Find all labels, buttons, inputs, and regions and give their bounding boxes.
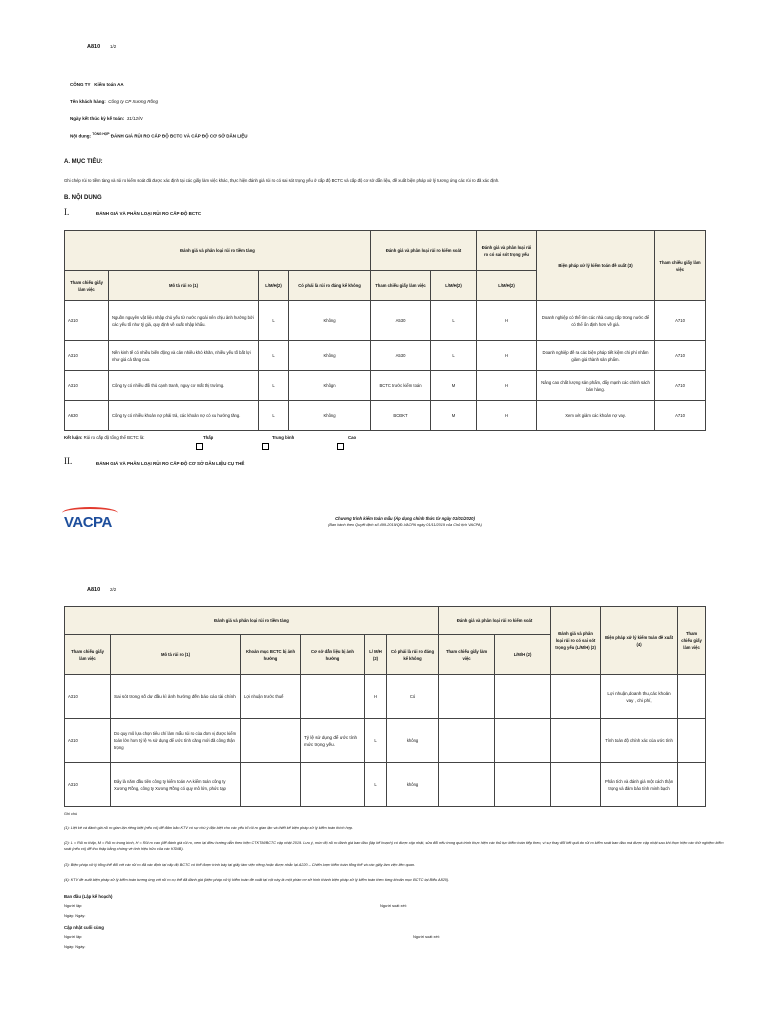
cell-response: Tính toán độ chính xác của ước tính bbox=[601, 719, 678, 763]
date-label-2: Ngày: Ngày: bbox=[64, 944, 86, 949]
cell-material bbox=[551, 763, 601, 807]
preparer-label: Người lập: bbox=[64, 903, 83, 908]
cell-ref3: A710 bbox=[655, 301, 706, 341]
content-sub: TỔNG HỢP bbox=[92, 132, 110, 136]
cell-control: M bbox=[431, 371, 477, 401]
t2-col-ref: Tham chiếu giấy làm việc bbox=[65, 635, 111, 675]
doc-code: A810 bbox=[87, 44, 101, 50]
cell-control bbox=[495, 675, 551, 719]
section-a-title: A. MỤC TIÊU: bbox=[64, 159, 103, 165]
cell-ref3 bbox=[678, 719, 706, 763]
cell-lmh: L bbox=[259, 301, 289, 341]
cell-ref: A310 bbox=[65, 763, 111, 807]
table-row bbox=[65, 719, 706, 763]
cell-material: H bbox=[477, 341, 537, 371]
risk-table-fs-level bbox=[64, 230, 706, 431]
cell-ref2: A530 bbox=[371, 341, 431, 371]
t1-col-desc: Mô tả rủi ro (1) bbox=[109, 271, 259, 301]
cell-lmh: L bbox=[259, 371, 289, 401]
conclusion-label: Kết luận: bbox=[64, 435, 83, 440]
part1-title: ĐÁNH GIÁ VÀ PHÂN LOẠI RỦI RO CẤP ĐỘ BCTC bbox=[96, 211, 202, 216]
cell-material bbox=[551, 719, 601, 763]
cell-control bbox=[495, 763, 551, 807]
cell-ref3 bbox=[678, 763, 706, 807]
t2-col-item: Khoản mục BCTC bị ảnh hưởng bbox=[241, 635, 301, 675]
note-4: (4): KTV đề xuất biện pháp xử lý kiểm toán tương ứng với rủi ro cụ thể đã đánh giá (biện pháp xử lý kiểm toán đề xuất tại cột này là một phần cơ sở hình thành biện pháp xử lý kiểm toán theo từng khoản mục BCTC tại Biểu A820). bbox=[64, 878, 450, 882]
client-label: Tên khách hàng: bbox=[70, 99, 106, 104]
t1-col-lmh: L/M/H(2) bbox=[259, 271, 289, 301]
notes-title: Ghi chú bbox=[64, 812, 78, 816]
cell-material bbox=[551, 675, 601, 719]
program-subtitle: (Ban hành theo Quyết định số 499-2019/QĐ-VACPA ngày 01/11/2019 của Chủ tịch VACPA) bbox=[328, 523, 482, 527]
company-value: Kiểm toán AA bbox=[94, 82, 124, 87]
program-title: Chương trình kiểm toán mẫu (Áp dụng chính thức từ ngày 01/01/2020) bbox=[335, 516, 475, 521]
cell-ref3: A710 bbox=[655, 341, 706, 371]
cell-ref2 bbox=[439, 763, 495, 807]
signoff-final-title: Cập nhật cuối cùng bbox=[64, 925, 104, 930]
level-low-label: Thấp bbox=[203, 435, 214, 440]
t1-col-lmh2: L/M/H(2) bbox=[431, 271, 477, 301]
content-line bbox=[70, 132, 248, 139]
cell-lmh: L bbox=[259, 401, 289, 431]
period-line bbox=[70, 116, 143, 121]
table-row bbox=[65, 401, 706, 431]
cell-ref2 bbox=[439, 719, 495, 763]
cell-ref2: BCĐKT bbox=[371, 401, 431, 431]
cell-significant: không bbox=[387, 763, 439, 807]
cell-assertion bbox=[301, 763, 365, 807]
t1-header-response: Biện pháp xử lý kiểm toán đề xuất (3) bbox=[537, 231, 655, 301]
table-row bbox=[65, 763, 706, 807]
t1-col-ref: Tham chiếu giấy làm việc bbox=[65, 271, 109, 301]
note-3: (3): Biện pháp xử lý tổng thể đối với các rủi ro đã xác định tại cấp độ BCTC có thể được trình bày tại giấy làm việc riêng hoặc được nhắc lại A220 – Chiến lược kiểm toán tổng thể và các giấy làm việc liên quan. bbox=[64, 863, 416, 867]
t2-header-response: Biện pháp xử lý kiểm toán đề xuất (4) bbox=[601, 607, 678, 675]
t2-header-material: Đánh giá và phân loại rủi ro có sai sót trọng yếu (L/M/H) (2) bbox=[551, 607, 601, 675]
t2-col-assertion: Cơ sở dẫn liệu bị ảnh hưởng bbox=[301, 635, 365, 675]
t1-header-inherent: Đánh giá và phân loại rủi ro tiềm tàng bbox=[65, 231, 371, 271]
cell-response: Phân tích và đánh giá một cách thận trọng và đảm bảo tính minh bạch bbox=[601, 763, 678, 807]
signoff-initial-title: Ban đầu (Lập kế hoạch) bbox=[64, 894, 113, 899]
cell-control: L bbox=[431, 301, 477, 341]
reviewer-label-2: Người soát xét: bbox=[413, 934, 440, 939]
doc-code-2: A810 bbox=[87, 587, 101, 593]
table-row bbox=[65, 301, 706, 341]
t1-header-control: Đánh giá và phân loại rủi ro kiểm soát bbox=[371, 231, 477, 271]
cell-response: Doanh nghiệp đề ra các biện pháp tiết kiệm chi phí nhằm giảm giá thành sản phẩm. bbox=[537, 341, 655, 371]
cell-response: Lợi nhuận,doanh thu,các khoản vay , chi phí, bbox=[601, 675, 678, 719]
t2-col-ref2: Tham chiếu giấy làm việc bbox=[439, 635, 495, 675]
cell-ref2: BCTC trước kiểm toán bbox=[371, 371, 431, 401]
cell-ref3: A710 bbox=[655, 401, 706, 431]
objective-text: Ghi chép rủi ro tiềm tàng và rủi ro kiểm soát đã được xác định tại các giấy làm việc khác, thực hiện đánh giá rủi ro có sai sót trọng yếu ở cấp độ BCTC và cấp độ cơ sở dẫn liệu, đề xuất biện pháp xử lý tương ứng các rủi ro đã xác định. bbox=[64, 178, 500, 183]
cell-assertion bbox=[301, 675, 365, 719]
page-number: 1/2 bbox=[110, 44, 117, 49]
table-row bbox=[65, 341, 706, 371]
cell-ref3: A710 bbox=[655, 371, 706, 401]
cell-desc: Sai sót trong số dư đầu kì ảnh hưởng đến báo cáo tài chính bbox=[111, 675, 241, 719]
cell-desc: Nguồn nguyên vật liệu nhập chủ yếu từ nước ngoài nên chịu ảnh hưởng bởi các yếu tố như tỷ giá, quy định về xuất nhập khẩu. bbox=[109, 301, 259, 341]
content-value: ĐÁNH GIÁ RỦI RO CẤP ĐỘ BCTC VÀ CẤP ĐỘ CƠ SỞ DẪN LIỆU bbox=[110, 133, 248, 139]
cell-desc: Công ty có nhiều đối thủ cạnh tranh, nguy cơ mất thị trường. bbox=[109, 371, 259, 401]
cell-significant: Không bbox=[289, 401, 371, 431]
logo-text: VACPA bbox=[64, 514, 112, 531]
t2-col-desc: Mô tả rủi ro (1) bbox=[111, 635, 241, 675]
cell-item bbox=[241, 763, 301, 807]
cell-significant: không bbox=[387, 719, 439, 763]
cell-ref: A310 bbox=[65, 371, 109, 401]
cell-desc: Đây là năm đầu tiên công ty kiểm toán AA kiểm toán công ty Xương Rồng, công ty Xương Rồng có quy mô lớn, phức tạp bbox=[111, 763, 241, 807]
level-high-checkbox[interactable] bbox=[337, 443, 344, 452]
cell-control bbox=[495, 719, 551, 763]
t2-header-ref: Tham chiếu giấy làm việc bbox=[678, 607, 706, 675]
client-line bbox=[70, 99, 158, 104]
cell-control: L bbox=[431, 341, 477, 371]
period-value: 31/12/N bbox=[126, 116, 143, 121]
cell-lmh: L bbox=[365, 763, 387, 807]
cell-significant: Không bbox=[289, 301, 371, 341]
risk-table-assertion-level bbox=[64, 606, 706, 807]
t2-header-inherent: Đánh giá và phân loại rủi ro tiềm tàng bbox=[65, 607, 439, 635]
t1-header-material: Đánh giá và phân loại rủi ro có sai sót trọng yếu bbox=[477, 231, 537, 271]
level-low-checkbox[interactable] bbox=[196, 443, 203, 452]
cell-item bbox=[241, 719, 301, 763]
company-line bbox=[70, 82, 124, 87]
cell-lmh: L bbox=[365, 719, 387, 763]
part2-title: ĐÁNH GIÁ VÀ PHÂN LOẠI RỦI RO CẤP ĐỘ CƠ SỞ DẪN LIỆU CỤ THỂ bbox=[96, 461, 245, 466]
cell-ref: A310 bbox=[65, 301, 109, 341]
cell-assertion: Tỷ lệ sử dụng để ước tính mức trọng yếu. bbox=[301, 719, 365, 763]
t2-col-significant: Có phải là rủi ro đáng kể không bbox=[387, 635, 439, 675]
client-value: Công ty CP Xương Rồng bbox=[108, 99, 158, 104]
cell-material: H bbox=[477, 301, 537, 341]
cell-ref: A310 bbox=[65, 719, 111, 763]
level-high-label: Cao bbox=[348, 435, 357, 440]
level-mid-label: Trung bình bbox=[272, 435, 295, 440]
t1-col-lmh3: L/M/H(2) bbox=[477, 271, 537, 301]
t2-col-lmh2: L/M/H (2) bbox=[495, 635, 551, 675]
cell-desc: Công ty có nhiều khoản nợ phải trả, các khoản nợ có xu hướng tăng. bbox=[109, 401, 259, 431]
cell-ref: A310 bbox=[65, 675, 111, 719]
conclusion-text: Rủi ro cấp độ tổng thể BCTC là: bbox=[83, 435, 145, 440]
cell-control: M bbox=[431, 401, 477, 431]
cell-ref: A310 bbox=[65, 341, 109, 371]
cell-desc: Nền kinh tế có nhiều biến động và cản nhiều khó khăn, nhiều yếu tố bất lợi như giá cả tăng cao. bbox=[109, 341, 259, 371]
cell-ref2 bbox=[439, 675, 495, 719]
cell-significant: Không bbox=[289, 341, 371, 371]
table-row bbox=[65, 371, 706, 401]
note-1: (1): Liệt kê và đánh giá rủi ro gian lận riêng biệt (nếu có) để đảm bảo KTV có sự chú ý đặc biệt cho các yếu tố rủi ro gian lận và thiết kế biện pháp xử lý kiểm toán thích hợp. bbox=[64, 826, 354, 830]
level-mid-checkbox[interactable] bbox=[262, 443, 269, 452]
cell-response: Nâng cao chất lượng sản phẩm, đẩy mạnh các chính sách bán hàng. bbox=[537, 371, 655, 401]
page-number-2: 2/2 bbox=[110, 587, 117, 592]
table-row bbox=[65, 675, 706, 719]
cell-material: H bbox=[477, 401, 537, 431]
cell-significant: Khôgn bbox=[289, 371, 371, 401]
cell-lmh: L bbox=[259, 341, 289, 371]
preparer-label-2: Người lập: bbox=[64, 934, 83, 939]
cell-significant: Có bbox=[387, 675, 439, 719]
content-label: Nội dung: bbox=[70, 133, 91, 139]
cell-material: H bbox=[477, 371, 537, 401]
note-2: (2): L = Rủi ro thấp, M = Rủi ro trung bình, H = Rủi ro cao (để đánh giá rủi ro, xem lại điều hướng dẫn theo hiện CTKTM/BCTC cập nhật 2019. Lưu ý, mức độ rủi ro đánh giá ban đầu (lập kế hoạch) có được cập nhật, sửa đổi nếu trong quá trình thực hiện các thủ tục kiểm toán tiếp theo, vì sự thay đổi kết quả do rủi ro kiểm soát ban đầu mà được cập nhật sau khi thực hiện các thử nghiệm kiểm soát (nếu có) để thu thập bằng chứng về tính hiệu hữu của các KSNB). bbox=[64, 841, 724, 851]
t1-header-ref: Tham chiếu giấy làm việc bbox=[655, 231, 706, 301]
cell-lmh: H bbox=[365, 675, 387, 719]
part1-number: I. bbox=[64, 207, 70, 217]
part2-number: II. bbox=[64, 456, 73, 466]
t2-header-control: Đánh giá và phân loại rủi ro kiểm soát bbox=[439, 607, 551, 635]
cell-item: Lợi nhuận trước thuế bbox=[241, 675, 301, 719]
section-b-title: B. NỘI DUNG bbox=[64, 195, 102, 201]
t1-col-significant: Có phải là rủi ro đáng kể không bbox=[289, 271, 371, 301]
conclusion-line bbox=[64, 435, 145, 440]
cell-ref3 bbox=[678, 675, 706, 719]
cell-response: Xem xét giảm các khoản nợ vay. bbox=[537, 401, 655, 431]
date-label-1: Ngày: Ngày: bbox=[64, 913, 86, 918]
cell-response: Doanh nghiệp có thể tìm các nhà cung cấp trong nước để có thể ổn định hơn về giá. bbox=[537, 301, 655, 341]
t1-col-ref2: Tham chiếu giấy làm việc bbox=[371, 271, 431, 301]
reviewer-label: Người soát xét: bbox=[380, 903, 407, 908]
period-label: Ngày kết thúc kỳ kế toán: bbox=[70, 116, 125, 121]
cell-desc: Do quy mô lựa chọn tiêu chí làm mẫu rủi ro của đơn vị được kiểm toán lớn hơn tỷ lệ % sử dụng để ước tính căng mới đã công thận trọng bbox=[111, 719, 241, 763]
cell-ref2: A530 bbox=[371, 301, 431, 341]
t2-col-lmh: L/ M/H (2) bbox=[365, 635, 387, 675]
cell-ref: A630 bbox=[65, 401, 109, 431]
company-label: CÔNG TY bbox=[70, 82, 91, 87]
vacpa-logo bbox=[62, 507, 118, 531]
